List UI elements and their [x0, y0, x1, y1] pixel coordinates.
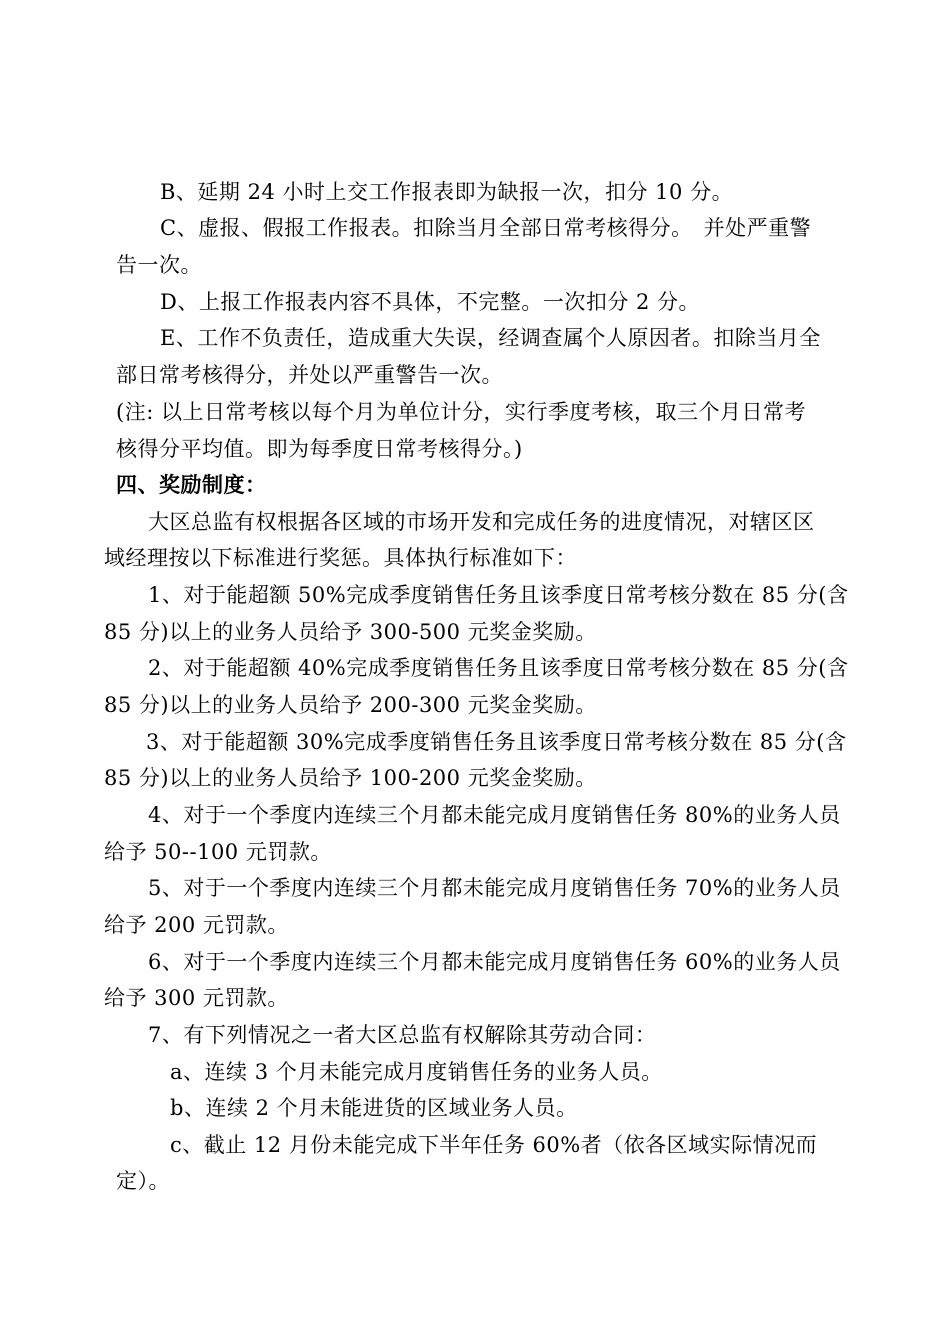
rule-7-line: 7、有下列情况之一者大区总监有权解除其劳动合同：: [148, 1023, 657, 1047]
rule-2-line-1: 2、对于能超额 40%完成季度销售任务且该季度日常考核分数在 85 分(含: [148, 656, 849, 680]
sub-c-line-1: c、截止 12 月份未能完成下半年任务 60%者（依各区域实际情况而: [170, 1133, 818, 1157]
rule-1-line-2: 85 分)以上的业务人员给予 300-500 元奖金奖励。: [104, 620, 597, 644]
intro-line-1: 大区总监有权根据各区域的市场开发和完成任务的进度情况，对辖区区: [148, 510, 815, 534]
sub-a-line: a、连续 3 个月未能完成月度销售任务的业务人员。: [170, 1060, 663, 1084]
rule-6-line-1: 6、对于一个季度内连续三个月都未能完成月度销售任务 60%的业务人员: [148, 950, 841, 974]
item-b-line: B、延期 24 小时上交工作报表即为缺报一次，扣分 10 分。: [160, 180, 734, 204]
sub-b-line: b、连续 2 个月未能进货的区域业务人员。: [170, 1096, 578, 1120]
rule-4-line-2: 给予 50--100 元罚款。: [104, 840, 332, 864]
intro-line-2: 域经理按以下标准进行奖惩。具体执行标准如下：: [104, 546, 577, 570]
item-c-line-1: C、虚报、假报工作报表。扣除当月全部日常考核得分。 并处严重警: [160, 216, 812, 240]
rule-6-line-2: 给予 300 元罚款。: [104, 986, 289, 1010]
rule-1-line-1: 1、对于能超额 50%完成季度销售任务且该季度日常考核分数在 85 分(含: [148, 583, 849, 607]
note-line-1: (注: 以上日常考核以每个月为单位计分，实行季度考核，取三个月日常考: [116, 400, 806, 424]
rule-4-line-1: 4、对于一个季度内连续三个月都未能完成月度销售任务 80%的业务人员: [148, 803, 841, 827]
rule-5-line-2: 给予 200 元罚款。: [104, 913, 289, 937]
item-e-line-2: 部日常考核得分，并处以严重警告一次。: [116, 363, 503, 387]
item-c-line-2: 告一次。: [116, 253, 202, 277]
rule-3-line-2: 85 分)以上的业务人员给予 100-200 元奖金奖励。: [104, 766, 597, 790]
rule-2-line-2: 85 分)以上的业务人员给予 200-300 元奖金奖励。: [104, 693, 597, 717]
rule-5-line-1: 5、对于一个季度内连续三个月都未能完成月度销售任务 70%的业务人员: [148, 876, 841, 900]
rule-3-line-1: 3、对于能超额 30%完成季度销售任务且该季度日常考核分数在 85 分(含: [146, 730, 847, 754]
note-line-2: 核得分平均值。即为每季度日常考核得分。): [116, 437, 523, 461]
item-d-line: D、上报工作报表内容不具体，不完整。一次扣分 2 分。: [160, 290, 701, 314]
section-title: 四、奖励制度：: [116, 472, 267, 497]
sub-c-line-2: 定）。: [116, 1169, 170, 1193]
item-e-line-1: E、工作不负责任，造成重大失误，经调查属个人原因者。扣除当月全: [160, 326, 821, 350]
